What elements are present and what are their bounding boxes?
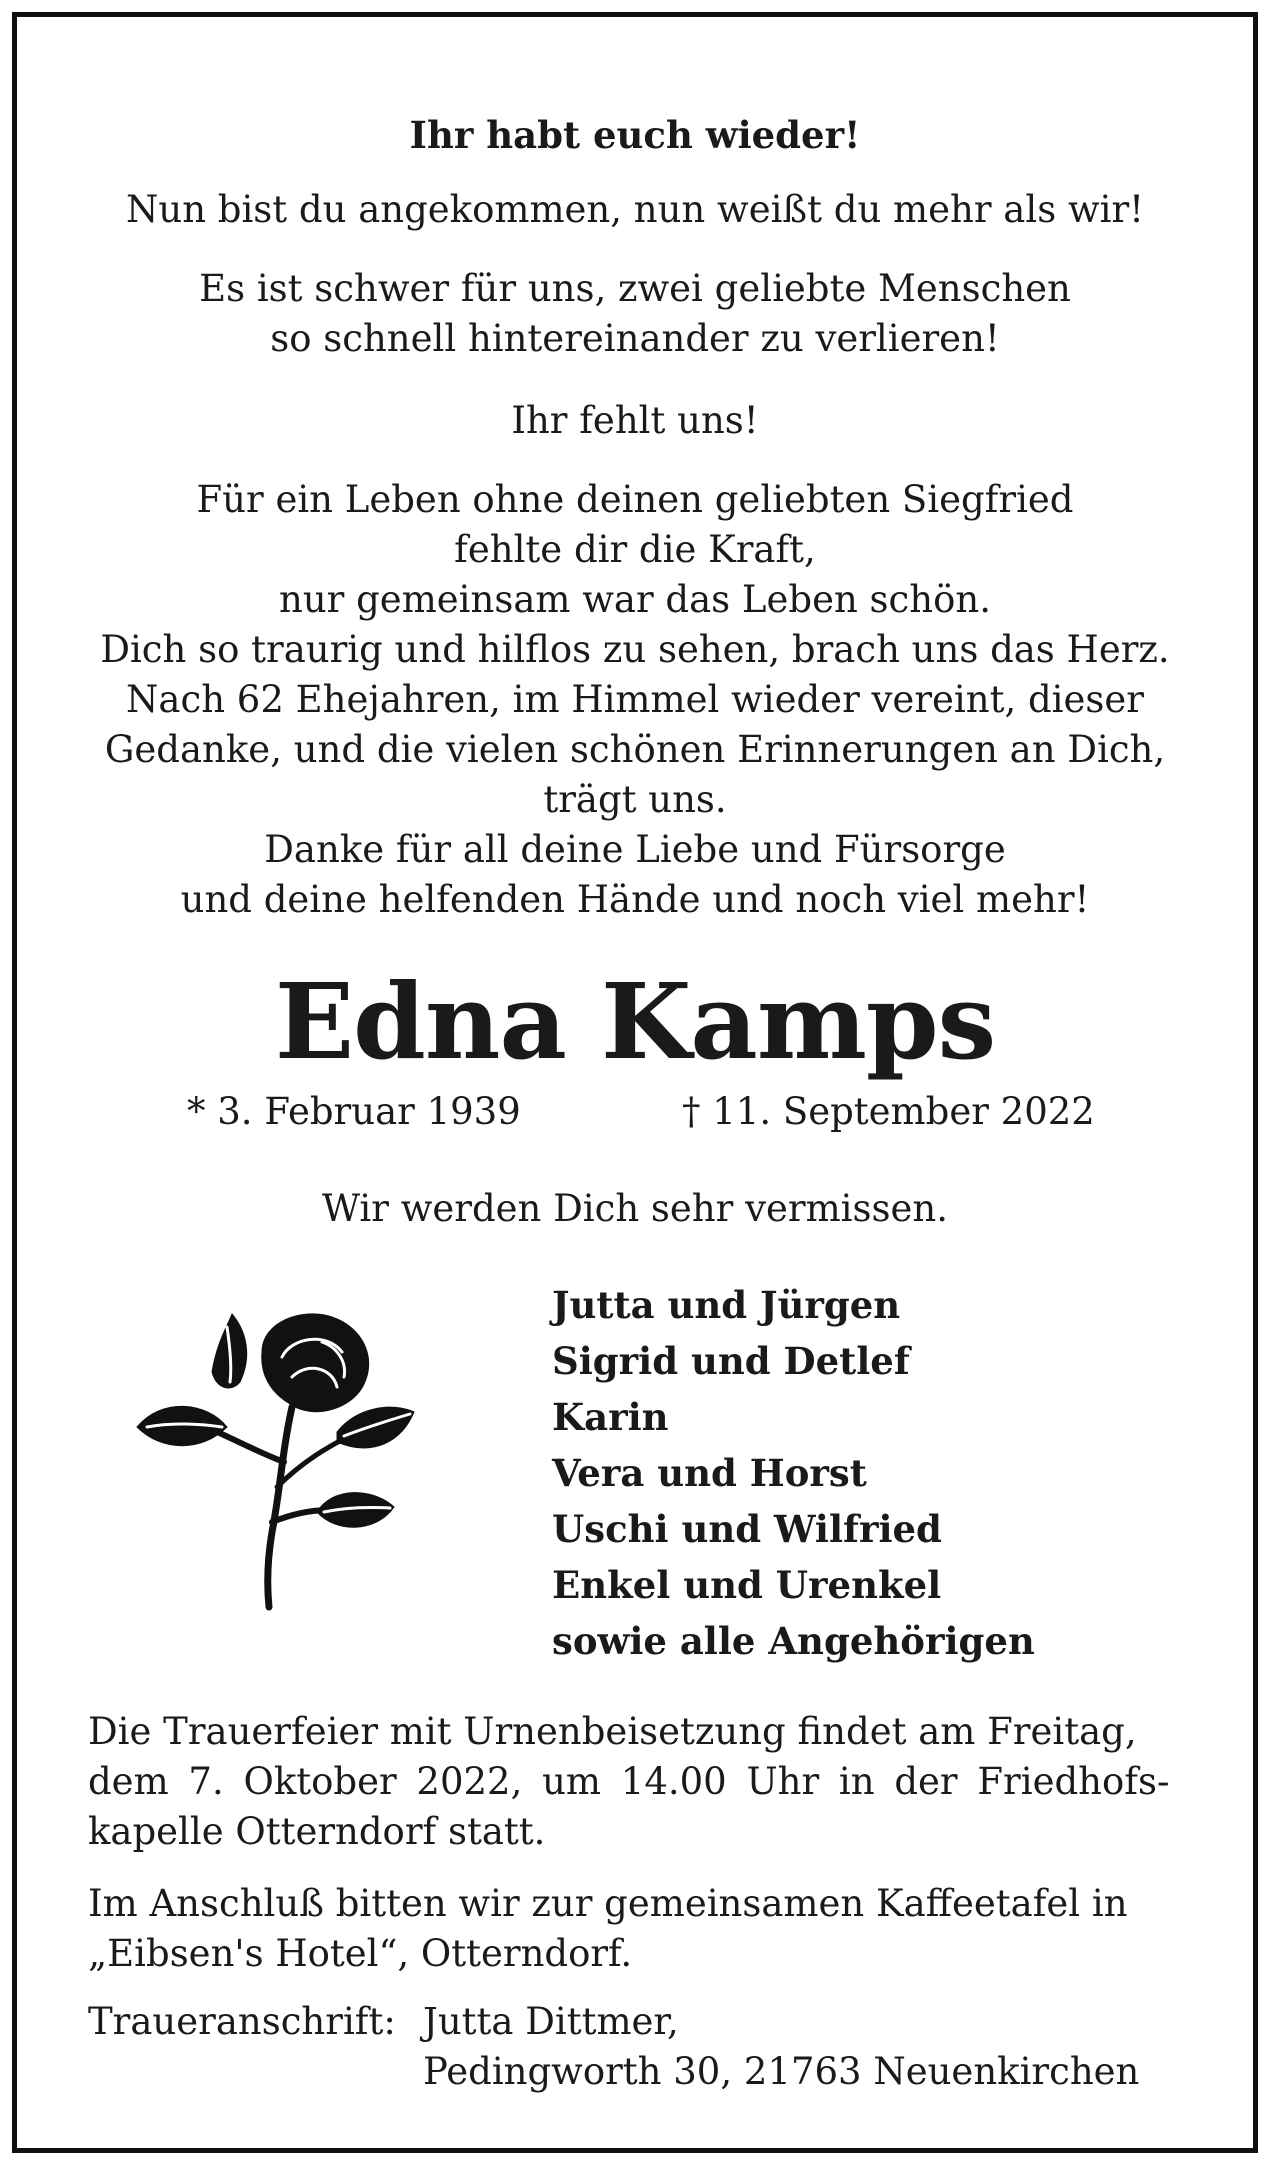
stanza-line: Nun bist du angekommen, nun weißt du mehr als wir! xyxy=(125,188,1145,231)
family-member: Vera und Horst xyxy=(552,1451,867,1495)
obituary-content xyxy=(17,17,1253,2148)
stanza-line: Nach 62 Ehejahren, im Himmel wieder vereint, dieser xyxy=(126,678,1144,721)
death-date: † 11. September 2022 xyxy=(682,1090,1095,1133)
stanza-line: so schnell hintereinander zu verlieren! xyxy=(270,317,1000,360)
coffee-line: Im Anschluß bitten wir zur gemeinsamen Kaffeetafel in xyxy=(88,1882,1128,1925)
stanza-line: fehlte dir die Kraft, xyxy=(454,528,816,571)
family-member: Jutta und Jürgen xyxy=(552,1283,901,1327)
headline: Ihr habt euch wieder! xyxy=(409,113,861,157)
family-member: sowie alle Angehörigen xyxy=(552,1619,1035,1663)
stanza-line: Es ist schwer für uns, zwei geliebte Menschen xyxy=(199,267,1071,310)
stanza-line: Dich so traurig und hilflos zu sehen, brach uns das Herz. xyxy=(100,628,1170,671)
obituary-frame xyxy=(12,12,1258,2153)
stanza-2 xyxy=(17,264,1253,364)
coffee-paragraph xyxy=(88,1879,1208,1979)
stanza-1 xyxy=(17,185,1253,235)
address-line-2: Pedingworth 30, 21763 Neuenkirchen xyxy=(423,2050,1140,2093)
stanza-4 xyxy=(17,475,1253,925)
family-member: Enkel und Urenkel xyxy=(552,1563,942,1607)
ceremony-paragraph xyxy=(88,1707,1208,1857)
stanza-line: Ihr fehlt uns! xyxy=(511,399,759,442)
family-member: Sigrid und Detlef xyxy=(552,1339,910,1383)
miss-text: Wir werden Dich sehr vermissen. xyxy=(322,1187,948,1230)
stanza-line: Danke für all deine Liebe und Fürsorge xyxy=(264,828,1006,871)
family-member: Karin xyxy=(552,1395,669,1439)
family-list xyxy=(552,1277,1035,1669)
stanza-3 xyxy=(17,396,1253,446)
coffee-line: „Eibsen's Hotel“, Otterndorf. xyxy=(88,1932,633,1975)
ceremony-line: Die Trauerfeier mit Urnenbeisetzung findet am Freitag, xyxy=(88,1710,1137,1753)
stanza-line: und deine helfenden Hände und noch viel mehr! xyxy=(180,878,1090,921)
family-member: Uschi und Wilfried xyxy=(552,1507,942,1551)
address-line-1: Jutta Dittmer, xyxy=(423,2000,679,2043)
deceased-name: Edna Kamps xyxy=(274,960,996,1083)
stanza-line: Gedanke, und die vielen schönen Erinnerungen an Dich, xyxy=(104,728,1166,771)
stanza-line: trägt uns. xyxy=(543,778,727,821)
ceremony-line: kapelle Otterndorf statt. xyxy=(88,1810,546,1853)
stanza-line: nur gemeinsam war das Leben schön. xyxy=(279,578,991,621)
stanza-line: Für ein Leben ohne deinen geliebten Siegfried xyxy=(196,478,1074,521)
ceremony-line: dem 7. Oktober 2022, um 14.00 Uhr in der Friedhofs- xyxy=(88,1760,1170,1803)
life-dates xyxy=(17,1087,1253,1137)
address-label: Traueranschrift: xyxy=(88,2000,396,2043)
rose-icon xyxy=(132,1312,422,1612)
birth-date: * 3. Februar 1939 xyxy=(187,1090,521,1133)
miss-line xyxy=(17,1184,1253,1234)
